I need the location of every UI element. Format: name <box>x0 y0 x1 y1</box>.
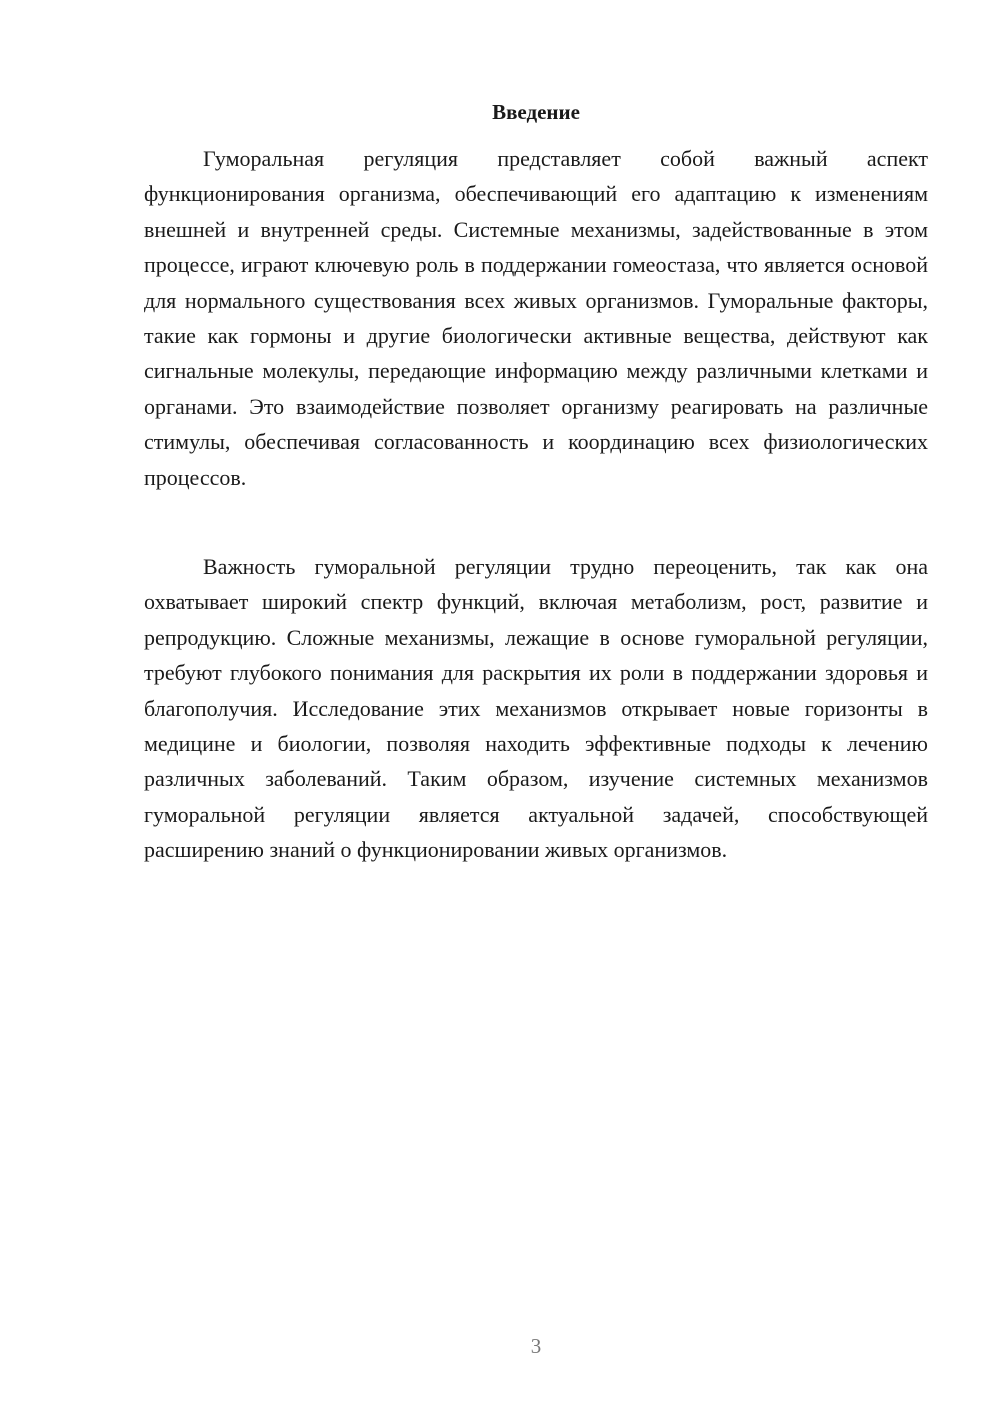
page-number: 3 <box>530 1334 542 1358</box>
paragraph-importance: Важность гуморальной регуляции трудно переоценить, так как она охватывает широкий спектр функций, включая метаболизм, рост, развитие и репродукцию. Сложные механизмы, лежащие в основе гуморальной регуляции, требуют глубокого понимания для раскрытия их роли в поддержании здоровья и благополучия. Исследование этих механизмов открывает новые горизонты в медицине и биологии, позволяя находить эффективные подходы к лечению различных заболеваний. Таким образом, изучение системных механизмов гуморальной регуляции является актуальной задачей, способствующей расширению знаний о функционировании живых организмов. <box>144 554 928 863</box>
section-heading: Введение <box>492 100 580 124</box>
paragraph-intro: Гуморальная регуляция представляет собой важный аспект функционирования организма, обеспечивающий его адаптацию к изменениям внешней и внутренней среды. Системные механизмы, задействованные в этом процессе, играют ключевую роль в поддержании гомеостаза, что является основой для нормального существования всех живых организмов. Гуморальные факторы, такие как гормоны и другие биологически активные вещества, действуют как сигнальные молекулы, передающие информацию между различными клетками и органами. Это взаимодействие позволяет организму реагировать на различные стимулы, обеспечивая согласованность и координацию всех физиологических процессов. <box>144 146 928 490</box>
